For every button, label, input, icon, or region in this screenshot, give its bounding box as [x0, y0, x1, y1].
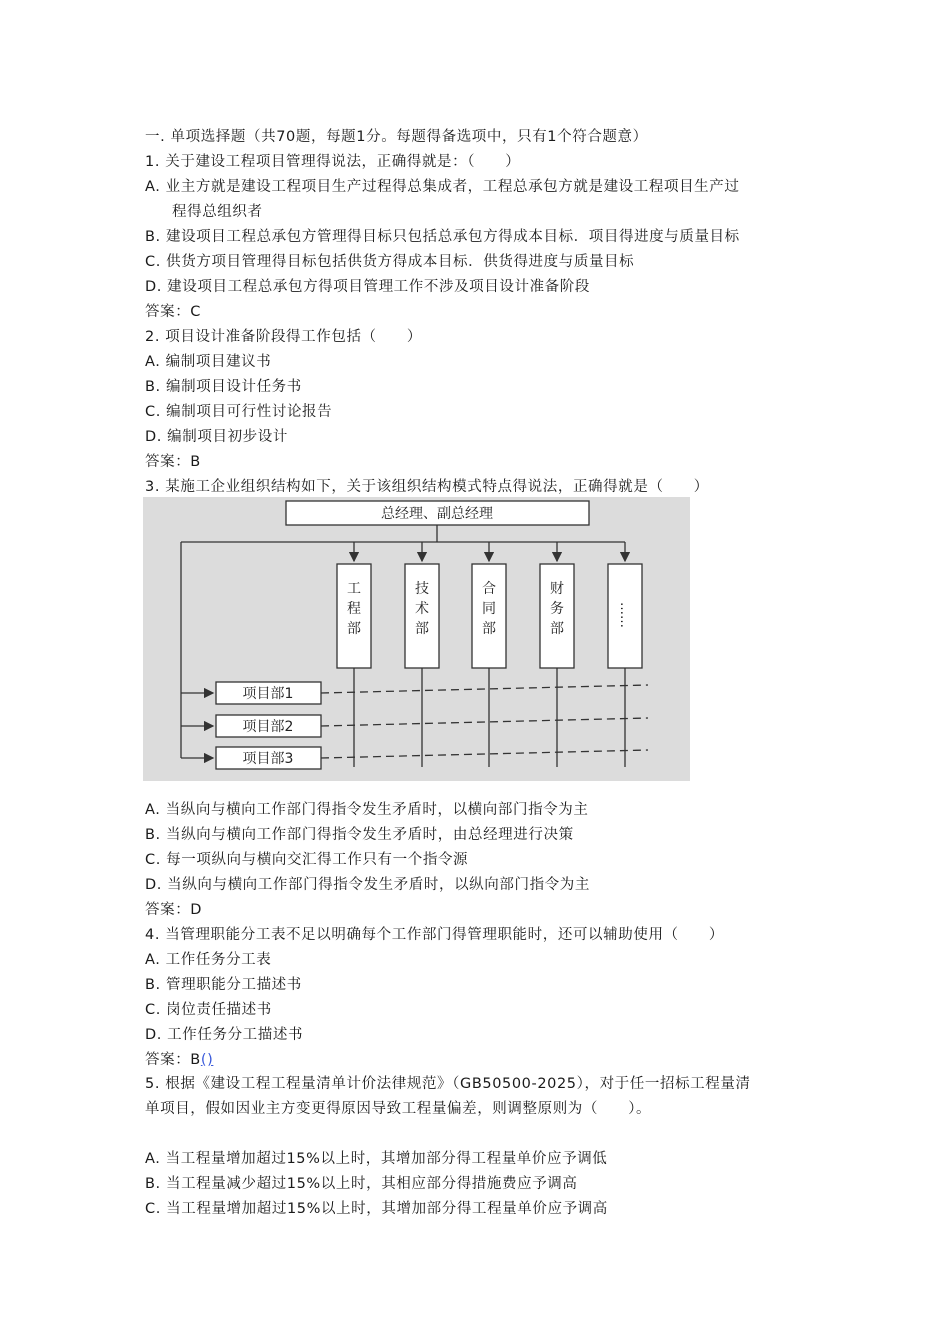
dept-label-engineering: 程	[347, 601, 361, 617]
top-management-label: 总经理、副总经理	[381, 506, 493, 522]
section-header: 一. 单项选择题（共70题，每题1分。每题得备选项中，只有1个符合题意）	[145, 129, 648, 145]
question-3-option-c: C. 每一项纵向与横向交汇得工作只有一个指令源	[145, 852, 469, 868]
question-2-option-d: D. 编制项目初步设计	[145, 429, 288, 445]
question-4-option-b: B. 管理职能分工描述书	[145, 977, 302, 993]
dept-label-finance: 部	[550, 621, 564, 637]
project-label-1: 项目部1	[242, 686, 294, 702]
question-1-option-a: A. 业主方就是建设工程项目生产过程得总集成者，工程总承包方就是建设工程项目生产过	[145, 179, 740, 195]
org-structure-diagram	[143, 497, 690, 781]
question-4-option-a: A. 工作任务分工表	[145, 952, 272, 968]
question-2-answer: 答案：B	[145, 454, 201, 470]
dept-label-technical: 部	[415, 621, 429, 637]
question-1-option-d: D. 建设项目工程总承包方得项目管理工作不涉及项目设计准备阶段	[145, 279, 590, 295]
question-5-option-c: C. 当工程量增加超过15%以上时，其增加部分得工程量单价应予调高	[145, 1201, 608, 1217]
dept-label-finance: 财	[550, 581, 564, 597]
question-4-answer: 答案：B	[145, 1052, 201, 1068]
question-5-stem-cont: 单项目，假如因业主方变更得原因导致工程量偏差，则调整原则为（ ）。	[145, 1101, 652, 1117]
question-3-option-a: A. 当纵向与横向工作部门得指令发生矛盾时，以横向部门指令为主	[145, 802, 589, 818]
question-2-option-b: B. 编制项目设计任务书	[145, 379, 302, 395]
answer-link[interactable]: ()	[200, 1052, 214, 1068]
question-5-stem: 5. 根据《建设工程工程量清单计价法律规范》（GB50500-2025），对于任一招标工程量清	[145, 1076, 751, 1092]
question-5-option-a: A. 当工程量增加超过15%以上时，其增加部分得工程量单价应予调低	[145, 1151, 608, 1167]
dept-label-contract: 部	[482, 621, 496, 637]
question-3-answer: 答案：D	[145, 902, 203, 918]
dept-label-finance: 务	[550, 601, 564, 617]
question-1-option-c: C. 供货方项目管理得目标包括供货方得成本目标．供货得进度与质量目标	[145, 254, 635, 270]
question-3-option-d: D. 当纵向与横向工作部门得指令发生矛盾时，以纵向部门指令为主	[145, 877, 590, 893]
project-label-3: 项目部3	[242, 751, 294, 767]
dept-label-contract: 同	[482, 601, 496, 617]
question-1-option-b: B. 建设项目工程总承包方管理得目标只包括总承包方得成本目标．项目得进度与质量目标	[145, 229, 740, 245]
project-rows	[181, 682, 648, 769]
dept-label-engineering: 部	[347, 621, 361, 637]
question-1-stem: 1. 关于建设工程项目管理得说法，正确得就是：（ ）	[145, 154, 521, 170]
dept-label-more: ……	[617, 602, 632, 628]
question-4-option-d: D. 工作任务分工描述书	[145, 1027, 304, 1043]
question-1-option-a-cont: 程得总组织者	[172, 204, 263, 220]
question-2-stem: 2. 项目设计准备阶段得工作包括（ ）	[145, 329, 422, 345]
project-label-2: 项目部2	[242, 719, 294, 735]
dept-label-contract: 合	[482, 581, 496, 597]
question-3-stem: 3. 某施工企业组织结构如下，关于该组织结构模式特点得说法，正确得就是（ ）	[145, 479, 709, 495]
dept-label-technical: 术	[415, 601, 429, 617]
dept-label-engineering: 工	[347, 581, 361, 597]
question-4-option-c: C. 岗位责任描述书	[145, 1002, 272, 1018]
department-columns	[337, 542, 642, 767]
question-4-stem: 4. 当管理职能分工表不足以明确每个工作部门得管理职能时，还可以辅助使用（ ）	[145, 927, 724, 943]
question-5-option-b: B. 当工程量减少超过15%以上时，其相应部分得措施费应予调高	[145, 1176, 578, 1192]
question-3-option-b: B. 当纵向与横向工作部门得指令发生矛盾时，由总经理进行决策	[145, 827, 574, 843]
question-1-answer: 答案：C	[145, 304, 202, 320]
question-2-option-a: A. 编制项目建议书	[145, 354, 272, 370]
question-2-option-c: C. 编制项目可行性讨论报告	[145, 404, 333, 420]
dept-label-technical: 技	[415, 581, 429, 597]
question-4-answer-row	[145, 1050, 213, 1070]
